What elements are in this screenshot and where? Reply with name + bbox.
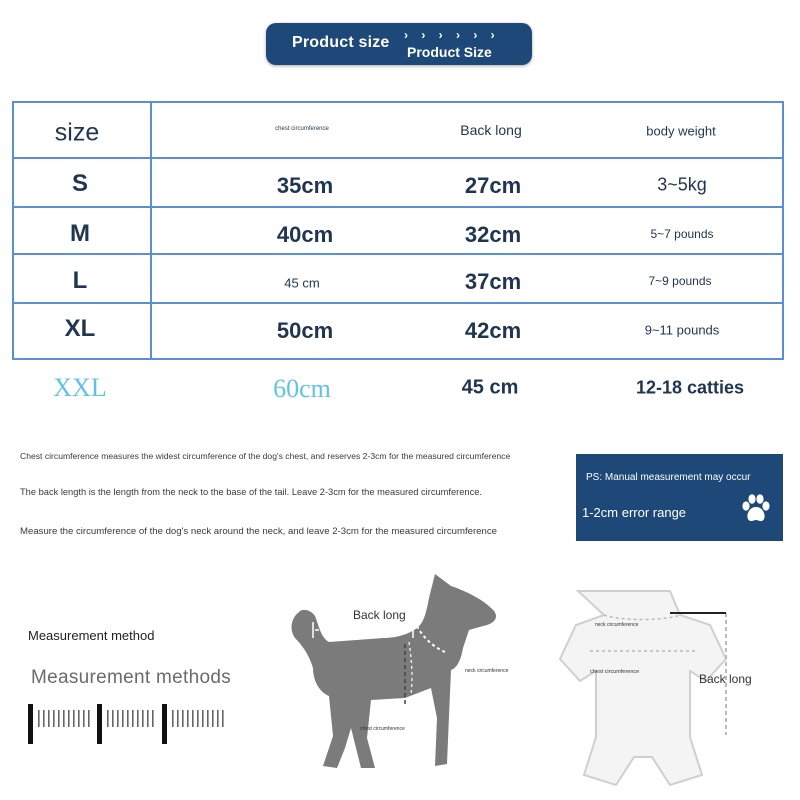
row-chest: 40cm <box>276 222 334 247</box>
header-title: Product size <box>292 34 390 51</box>
table-divider <box>150 103 152 358</box>
row-weight: 9~11 pounds <box>644 322 720 338</box>
table-divider <box>14 157 782 159</box>
row-size: XL <box>64 315 96 342</box>
table-divider <box>14 302 782 304</box>
row-size: L <box>72 267 88 294</box>
row-weight: 3~5kg <box>657 174 707 195</box>
row-weight: 7~9 pounds <box>648 274 712 288</box>
row-weight: 12-18 catties <box>635 377 745 398</box>
note-back: The back length is the length from the neck to the base of the tail. Leave 2-3cm for the measured circumference. <box>20 487 482 497</box>
row-chest: 60cm <box>273 374 331 403</box>
row-back: 37cm <box>464 269 522 294</box>
header-banner <box>266 23 532 65</box>
row-weight: 5~7 pounds <box>650 227 714 241</box>
ps-line-1: PS: Manual measurement may occur <box>586 472 751 483</box>
paw-icon <box>740 494 772 524</box>
chevrons-icon: › › › › › › <box>404 28 500 42</box>
table-divider <box>14 253 782 255</box>
garment-measurement-figure <box>520 585 790 790</box>
row-chest: 45 cm <box>284 275 320 291</box>
dog-chest-label: chest circumference <box>360 726 405 732</box>
row-size: S <box>71 170 89 197</box>
method-label: Measurement method <box>28 628 155 643</box>
row-back: 32cm <box>464 222 522 247</box>
garment-back-label: Back long <box>699 672 752 686</box>
ps-notice <box>576 454 783 541</box>
note-chest: Chest circumference measures the widest circumference of the dog's chest, and reserves 2-3cm for the measured circumference <box>20 451 511 461</box>
header-chest: chest circumference <box>275 126 329 132</box>
ps-line-2: 1-2cm error range <box>582 505 687 520</box>
row-chest: 50cm <box>276 318 334 343</box>
row-size: XXL <box>53 373 107 402</box>
note-neck: Measure the circumference of the dog's neck around the neck, and leave 2-3cm for the measured circumference <box>20 526 497 537</box>
garment-neck-label: neck circumference <box>595 622 639 628</box>
dog-silhouette <box>285 568 515 790</box>
row-back: 27cm <box>464 173 522 198</box>
garment-chest-label: chest circumference <box>590 669 640 675</box>
row-size: M <box>70 220 90 247</box>
header-back: Back long <box>460 122 522 138</box>
header-size: size <box>54 118 100 147</box>
header-weight: body weight <box>646 123 716 139</box>
row-back: 42cm <box>464 318 522 343</box>
dog-measurement-figure <box>285 568 515 790</box>
garment-outline <box>520 585 790 790</box>
table-divider <box>14 206 782 208</box>
row-chest: 35cm <box>276 173 334 198</box>
dog-neck-label: neck circumference <box>465 668 509 674</box>
ruler-icon <box>28 704 233 746</box>
header-subtitle: Product Size <box>407 44 492 60</box>
dog-back-label: Back long <box>353 608 406 622</box>
method-title: Measurement methods <box>31 667 232 688</box>
row-back: 45 cm <box>461 376 519 399</box>
